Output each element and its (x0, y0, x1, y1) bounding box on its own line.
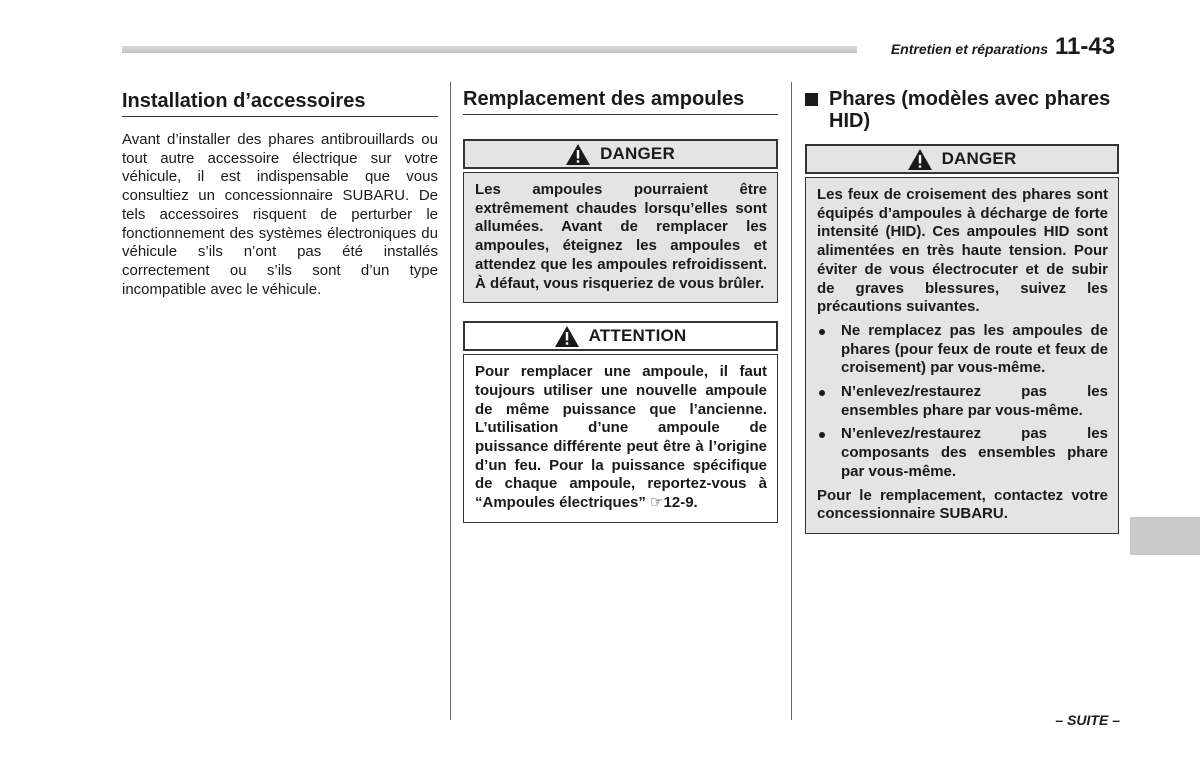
danger-header (463, 139, 778, 169)
square-bullet-icon (805, 93, 818, 106)
section-title-bulbs: Remplacement des ampoules (463, 88, 778, 115)
attention-text (475, 363, 767, 513)
attention-text-main: Pour remplacer une ampoule, il faut toujours utiliser une nouvelle ampoule de même puissance que l’ancienne. L’utilisation d’une ampoule de puissance différente peut être à l’origine d’un feu. Pour la puissance spécifique de chaque ampoule, reportez-vous à “Ampoules électriques” (475, 363, 767, 512)
attention-label: ATTENTION (588, 326, 687, 346)
continued-marker: – SUITE – (1055, 712, 1120, 728)
danger-message (463, 172, 778, 303)
subsection-title-hid (805, 88, 1119, 132)
page-reference[interactable]: 12-9. (663, 494, 698, 512)
danger-label: DANGER (600, 144, 675, 163)
section-title-accessories: Installation d’accessoires (122, 90, 438, 117)
attention-message (463, 354, 778, 523)
page-number: 11-43 (1055, 33, 1116, 60)
page-reference-icon: ☞ (650, 494, 664, 512)
warning-triangle-icon (555, 326, 579, 347)
column-hid-headlights (805, 88, 1119, 534)
danger-text: Les ampoules pourraient être extrêmement chaudes lorsqu’elles sont allumées. Avant de remplacer les ampoules, éteignez les ampoules et attendez que les ampoules refroidissent. À défaut, vous risqueriez de vous brûler. (475, 181, 767, 292)
column-accessories (122, 88, 438, 299)
chapter-thumb-tab (1130, 517, 1200, 555)
warning-triangle-icon (908, 149, 932, 170)
danger-label: DANGER (941, 149, 1017, 168)
running-header-section: Entretien et réparations (890, 41, 1048, 57)
danger-message (805, 177, 1119, 534)
list-item: Ne remplacez pas les ampoules de phares (pour feux de route et feux de croisement) par vous-même. (817, 322, 1108, 378)
attention-header (463, 321, 778, 351)
danger-header (805, 144, 1119, 174)
warning-triangle-icon (566, 144, 590, 165)
danger-outro: Pour le remplacement, contactez votre concessionnaire SUBARU. (817, 486, 1108, 523)
precaution-list (817, 322, 1108, 482)
accessories-paragraph: Avant d’installer des phares antibrouillards ou tout autre accessoire électrique sur votre véhicule, il est indispensable que vous consultiez un concessionnaire SUBARU. De tels accessoires risquent de perturber le fonctionnement des systèmes électroniques du véhicule s’ils n’ont pas été installés correctement ou s’ils sont d’un type incompatible avec le véhicule. (122, 131, 438, 298)
list-item: N’enlevez/restaurez pas les composants des ensembles phare par vous-même. (817, 425, 1108, 481)
list-item: N’enlevez/restaurez pas les ensembles phare par vous-même. (817, 383, 1108, 420)
subsection-title-text: Phares (modèles avec phares HID) (829, 88, 1111, 132)
danger-intro: Les feux de croisement des phares sont équipés d’ampoules à décharge de forte intensité (HID). Ces ampoules HID sont alimentées en très haute tension. Pour éviter de vous électrocuter et de subir de graves blessures, suivez les précautions suivantes. (817, 186, 1108, 316)
column-bulb-replacement (463, 88, 778, 523)
column-divider (450, 82, 451, 720)
column-divider (791, 82, 792, 720)
header-rule (122, 46, 857, 53)
